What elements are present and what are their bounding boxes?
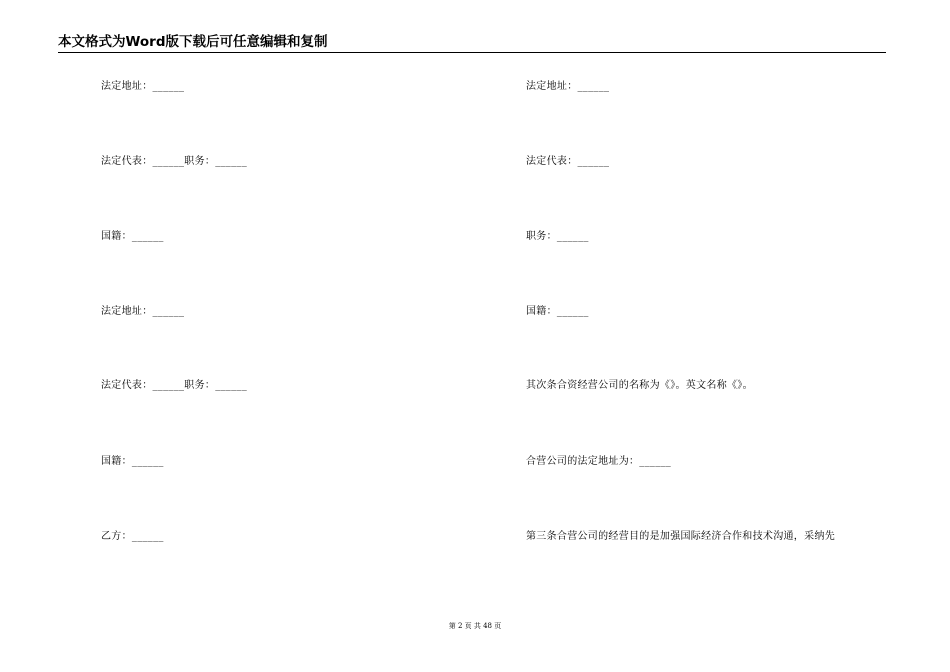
right-line-2: 法定代表：______: [526, 156, 610, 167]
right-line-7: 第三条合营公司的经营目的是加强国际经济合作和技术沟通，采纳先: [526, 531, 835, 542]
right-line-4: 国籍：______: [526, 306, 589, 317]
left-line-2: 法定代表：______职务：______: [101, 156, 247, 167]
left-line-3: 国籍：______: [101, 231, 164, 242]
left-line-7: 乙方：______: [101, 531, 164, 542]
left-line-4: 法定地址：______: [101, 306, 185, 317]
left-line-6: 国籍：______: [101, 456, 164, 467]
header-title: 本文格式为Word版下载后可任意编辑和复制: [58, 34, 328, 50]
left-line-5: 法定代表：______职务：______: [101, 380, 247, 391]
page-header: [58, 34, 886, 53]
left-line-1: 法定地址：______: [101, 81, 185, 92]
right-line-3: 职务：______: [526, 231, 589, 242]
page-footer: 第 2 页 共 48 页: [448, 622, 502, 630]
right-line-1: 法定地址：______: [526, 81, 610, 92]
right-line-5: 其次条合资经营公司的名称为《》。英文名称《》。: [526, 380, 753, 391]
right-line-6: 合营公司的法定地址为：______: [526, 456, 672, 467]
